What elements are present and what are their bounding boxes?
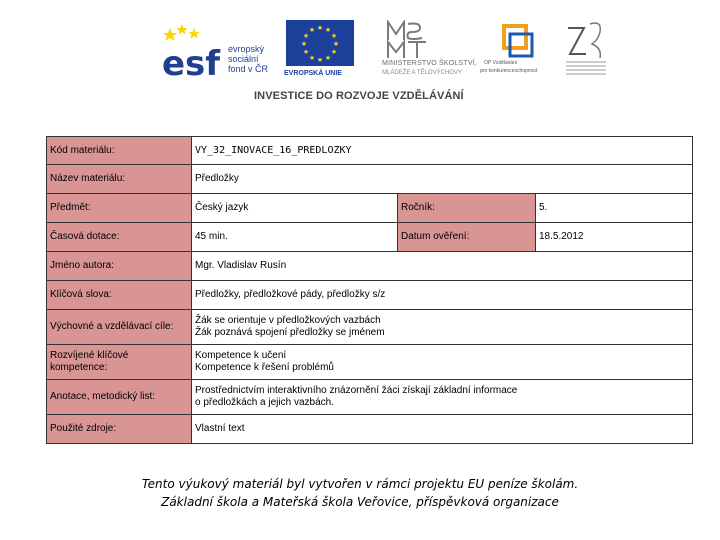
op-logo (480, 18, 558, 80)
value-kod: VY_32_INOVACE_16_PREDLOZKY (192, 137, 693, 165)
svg-text:★: ★ (324, 54, 332, 62)
label-klicova: Klíčová slova: (47, 281, 192, 310)
value-kompetence-line-2: Kompetence k řešení problémů (195, 362, 334, 373)
op-mark-icon (496, 22, 536, 60)
value-nazev: Předložky (192, 165, 693, 194)
svg-text:★: ★ (330, 32, 338, 40)
value-anotace-line-1: Prostřednictvím interaktivního znázornění žáci získají základní informace (195, 385, 518, 396)
op-line-2: pro konkurenceschopnost (480, 68, 538, 74)
row-anotace (47, 380, 693, 415)
svg-text:★: ★ (330, 48, 338, 56)
svg-text:★: ★ (308, 26, 316, 34)
svg-text:★: ★ (302, 48, 310, 56)
value-predmet: Český jazyk (192, 194, 398, 223)
eu-flag-icon (286, 20, 354, 66)
logo-bar (160, 18, 610, 84)
row-nazev (47, 165, 693, 194)
esf-line-2: sociální (228, 54, 259, 64)
msmt-line-2: MLÁDEŽE A TĚLOVÝCHOVY (382, 70, 462, 76)
value-anotace-line-2: o předložkách a jejich vazbách. (195, 397, 334, 408)
value-casova: 45 min. (192, 223, 398, 252)
footer-line-2: Základní škola a Mateřská škola Veřovice, příspěvková organizace (161, 495, 559, 509)
svg-text:★: ★ (308, 54, 316, 62)
msmt-line-1: MINISTERSTVO ŠKOLSTVÍ, (382, 60, 478, 67)
footer-line-1: Tento výukový materiál byl vytvořen v rámci projektu EU peníze školám. (141, 477, 579, 491)
label-nazev: Název materiálu: (47, 165, 192, 194)
value-datum: 18.5.2012 (536, 223, 693, 252)
school-logo (562, 18, 610, 80)
label-autor: Jméno autora: (47, 252, 192, 281)
label-datum: Datum ověření: (398, 223, 536, 252)
value-rocnik: 5. (536, 194, 693, 223)
row-klicova (47, 281, 693, 310)
row-casova (47, 223, 693, 252)
label-cile: Výchovné a vzdělávací cíle: (47, 310, 192, 345)
esf-mark-icon (162, 22, 224, 78)
label-casova: Časová dotace: (47, 223, 192, 252)
op-line-1: OP Vzdělávání (484, 60, 518, 66)
svg-text:★: ★ (302, 32, 310, 40)
row-kompetence (47, 345, 693, 380)
value-kompetence-line-1: Kompetence k učení (195, 350, 287, 361)
eu-label: EVROPSKÁ UNIE (284, 70, 342, 77)
label-anotace: Anotace, metodický list: (47, 380, 192, 415)
svg-text:★: ★ (316, 56, 324, 64)
value-kompetence (192, 345, 693, 380)
svg-text:★: ★ (300, 40, 308, 48)
value-cile-line-1: Žák se orientuje v předložkových vazbách (195, 315, 381, 326)
svg-text:★: ★ (332, 40, 340, 48)
value-klicova: Předložky, předložkové pády, předložky s/z (192, 281, 693, 310)
label-predmet: Předmět: (47, 194, 192, 223)
value-autor: Mgr. Vladislav Rusín (192, 252, 693, 281)
value-anotace (192, 380, 693, 415)
investice-title: INVESTICE DO ROZVOJE VZDĚLÁVÁNÍ (254, 90, 464, 102)
svg-text:★: ★ (316, 24, 324, 32)
esf-logo (160, 18, 275, 80)
label-kod: Kód materiálu: (47, 137, 192, 165)
label-rocnik: Ročník: (398, 194, 536, 223)
esf-text (228, 44, 268, 74)
label-kompetence: Rozvíjené klíčové kompetence: (47, 345, 192, 380)
msmt-mark-icon (386, 20, 436, 60)
esf-line-1: evropský (228, 44, 265, 54)
svg-text:★: ★ (324, 26, 332, 34)
row-predmet (47, 194, 693, 223)
value-cile-line-2: Žák poznává spojení předložky se jménem (195, 327, 385, 338)
row-cile (47, 310, 693, 345)
row-kod (47, 137, 693, 165)
material-info-table (46, 136, 693, 444)
row-autor (47, 252, 693, 281)
school-emblem-icon (562, 18, 610, 80)
eu-logo (284, 18, 358, 80)
label-zdroje: Použité zdroje: (47, 415, 192, 444)
svg-text:esf: esf (162, 44, 221, 78)
value-zdroje: Vlastní text (192, 415, 693, 444)
row-zdroje (47, 415, 693, 444)
value-cile (192, 310, 693, 345)
esf-line-3: fond v ČR (228, 64, 269, 74)
